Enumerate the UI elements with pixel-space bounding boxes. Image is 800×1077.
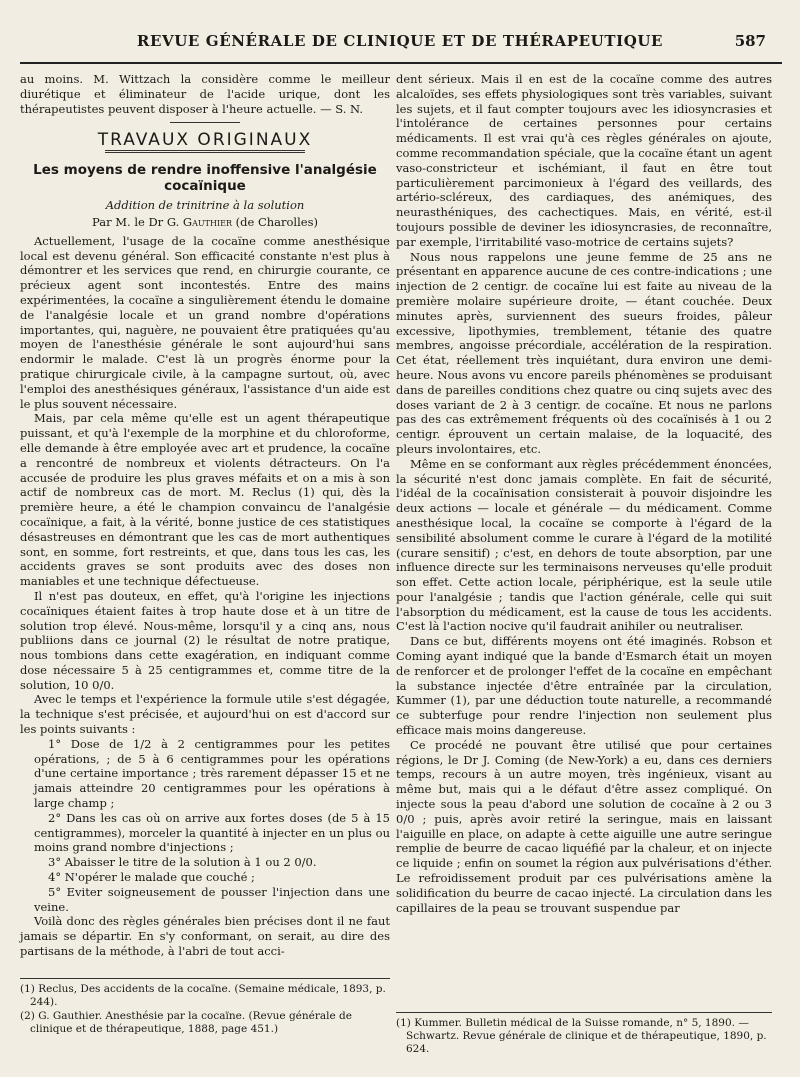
page-number: 587 — [734, 32, 766, 50]
footnote: (1) Reclus, Des accidents de la cocaïne. (Semaine médicale, 1893, p. 244). — [20, 983, 386, 1008]
author-name: G. Gauthier — [166, 214, 232, 229]
article-subtitle: Addition de trinitrine à la solution — [105, 198, 305, 213]
list-item: 3° Abaisser le titre de la solution à 1 ou 2 0/0. — [48, 855, 317, 870]
article-byline — [20, 215, 390, 230]
footnotes-left — [20, 978, 390, 1037]
paragraph: Voilà donc des règles générales bien précises dont il ne faut jamais se départir. En s'y conformant, on serait, au dire des partisans de la méthode, à l'abri de tout acci- — [20, 914, 390, 959]
paragraph: Mais, par cela même qu'elle est un agent thérapeutique puissant, et qu'à l'exemple de la morphine et du chloroforme, elle demande à être employée avec art et prudence, la cocaïne a rencontré de nombreux et violents détracteurs. On l'a accusée de produire les plus graves méfaits et on a mis à son actif de nombreux cas de mort. M. Reclus (1) qui, dès la première heure, a été le champion convaincu de l'analgésie cocaïnique, a fait, à la vérité, bonne justice de ces statistiques désastreuses en démontrant que les cas de mort authentiques sont, en somme, fort restreints, et que, dans tous les cas, les accidents graves se sont produits avec des doses non maniables et une technique défectueuse. — [20, 411, 390, 589]
list-item: 4° N'opérer le malade que couché ; — [48, 870, 255, 885]
byline-prefix: Par M. le Dr — [92, 214, 164, 229]
list-item: 5° Eviter soigneusement de pousser l'injection dans une veine. — [34, 884, 390, 914]
list-item: 1° Dose de 1/2 à 2 centigrammes pour les petites opérations, ; de 5 à 6 centigrammes pour les opérations d'une certaine importance ; très rarement dépasser 15 et ne jamais atteindre 20 centigrammes pour les opérations à large champ ; — [34, 736, 390, 811]
paragraph: dent sérieux. Mais il en est de la cocaïne comme des autres alcaloïdes, ses effets physiologiques sont très variables, suivant les sujets, et il faut compter toujours avec les idiosyncrasies et l'intolérance de certaines personnes pour certains médicaments. Il est vrai qu'à ces règles générales on ajoute, comme recommandation spéciale, que la cocaïne étant un agent vaso-constricteur et ischémiant, il faut en être tout particulièrement parcimonieux à l'égard des veillards, des artério-scléreux, des cardiaques, des anémiques, des neurasthéniques, des cachectiques. Mais, en vérité, est-il toujours possible de deviner les idiosyncrasies, de reconnaître, par exemple, l'irritabilité vaso-motrice de certains sujets? — [396, 72, 772, 249]
paragraph: Dans ce but, différents moyens ont été imaginés. Robson et Coming ayant indiqué que la bande d'Esmarch était un moyen de renforcer et de prolonger l'effet de la cocaïne en empêchant la substance injectée d'être entraînée par la circulation, Kummer (1), par une déduction toute naturelle, a recommandé ce subterfuge pour rendre l'injection non seulement plus efficace mais moins dangereuse. — [396, 634, 772, 738]
paragraph: Même en se conformant aux règles précédemment énoncées, la sécurité n'est donc jamais complète. En fait de sécurité, l'idéal de la cocaïnisation consisterait à pouvoir disjoindre les deux actions — locale et générale — du médicament. Comme anesthésique local, la cocaïne se comporte à l'égard de la sensibilité absolument comme le curare à l'égard de la motilité (curare sensitif) ; c'est, en dehors de toute absorption, par une influence directe sur les terminaisons nerveuses qu'elle produit son effet. Cette action locale, périphérique, est la seule utile pour l'analgésie ; tandis que l'action générale, celle qui suit l'absorption du médicament, est la cause de tous les accidents. C'est là l'action nocive qu'il faudrait anihiler ou neutraliser. — [396, 456, 772, 634]
footnote: (2) G. Gauthier. Anesthésie par la cocaïne. (Revue générale de clinique et de thérapeutique, 1888, page 451.) — [20, 1010, 352, 1035]
left-column — [20, 72, 390, 959]
header-rule — [20, 62, 782, 64]
running-title: REVUE GÉNÉRALE DE CLINIQUE ET DE THÉRAPEUTIQUE — [136, 32, 664, 50]
right-column — [396, 72, 772, 915]
paragraph: Avec le temps et l'expérience la formule utile s'est dégagée, la technique s'est précisée, et aujourd'hui on est d'accord sur les points suivants : — [20, 692, 390, 737]
byline-suffix: (de Charolles) — [235, 214, 318, 229]
footnotes-right — [396, 1012, 772, 1057]
intro-paragraph: au moins. M. Wittzach la considère comme le meilleur diurétique et éliminateur de l'acide urique, dont les thérapeutistes peuvent disposer à l'heure actuelle. — S. N. — [20, 72, 390, 116]
running-head — [20, 30, 780, 54]
paragraph: Nous nous rappelons une jeune femme de 25 ans ne présentant en apparence aucune de ces contre-indications ; une injection de 2 centigr. de cocaïne lui est faite au niveau de la première molaire supérieure droite, — étant couchée. Deux minutes après, surviennent des sueurs froides, pâleur excessive, lipothymies, tremblement, tétanie des quatre membres, angoisse précordiale, accélération de la respiration. Cet état, réellement très inquiétant, dura environ une demi-heure. Nous avons vu encore pareils phénomènes se produisant dans de pareilles conditions chez quatre ou cinq sujets avec des doses variant de 2 à 3 centigr. de cocaïne. Et nous ne parlons pas des cas extrêmement fréquents où des cocaïnisés à 1 ou 2 centigr. éprouvent un certain malaise, de la loquacité, des pleurs involontaires, etc. — [396, 249, 772, 456]
paragraph: Il n'est pas douteux, en effet, qu'à l'origine les injections cocaïniques étaient faites à trop haute dose et à un titre de solution trop élevé. Nous-même, lorsqu'il y a cinq ans, nous publiions dans ce journal (2) le résultat de notre pratique, nous tombions dans cette exagération, en indiquant comme dose nécessaire 5 à 25 centigrammes et, comme titre de la solution, 10 0/0. — [20, 588, 390, 692]
section-heading-rule — [105, 150, 305, 154]
paragraph: Actuellement, l'usage de la cocaïne comme anesthésique local est devenu général. Son efficacité constante n'est plus à démontrer et les services que rend, en chirurgie courante, ce précieux agent sont incontestés. Entre des mains expérimentées, la cocaïne a singulièrement étendu le domaine de l'analgésie locale et un grand nombre d'opérations importantes, qui, naguère, ne pouvaient être pratiquées qu'au moyen de l'anesthésie générale le sont aujourd'hui sans endormir le malade. C'est là un progrès énorme pour la pratique chirurgicale civile, à la campagne surtout, où, avec l'emploi des anesthésiques généraux, l'assistance d'un aide est le plus souvent nécessaire. — [20, 233, 390, 411]
separator-rule — [170, 122, 240, 123]
list-item: 2° Dans les cas où on arrive aux fortes doses (de 5 à 15 centigrammes), morceler la quantité à injecter en un plus ou moins grand nombre d'injections ; — [34, 810, 390, 855]
footnote-rule — [20, 978, 390, 979]
article-title: Les moyens de rendre inoffensive l'analgésie cocaïnique — [33, 162, 377, 195]
footnote: (1) Kummer. Bulletin médical de la Suisse romande, n° 5, 1890. — Schwartz. Revue générale de clinique et de thérapeutique, 1890, p. 624. — [396, 1017, 767, 1055]
section-heading: TRAVAUX ORIGINAUX — [97, 130, 313, 151]
footnote-rule — [396, 1012, 772, 1013]
paragraph: Ce procédé ne pouvant être utilisé que pour certaines régions, le Dr J. Coming (de New-York) a eu, dans ces derniers temps, recours à un autre moyen, très ingénieux, visant au même but, mais qui a le défaut d'être assez compliqué. On injecte sous la peau d'abord une solution de cocaïne à 2 ou 3 0/0 ; puis, après avoir retiré la seringue, mais en laissant l'aiguille en place, on adapte à cette aiguille une autre seringue remplie de beurre de cacao liquéfié par la chaleur, et on injecte ce liquide ; enfin on soumet la région aux pulvérisations d'éther. Le refroidissement produit par ces pulvérisations amène la solidification du beurre de cacao injecté. La circulation dans les capillaires de la peau se trouvant suspendue par — [396, 737, 772, 915]
